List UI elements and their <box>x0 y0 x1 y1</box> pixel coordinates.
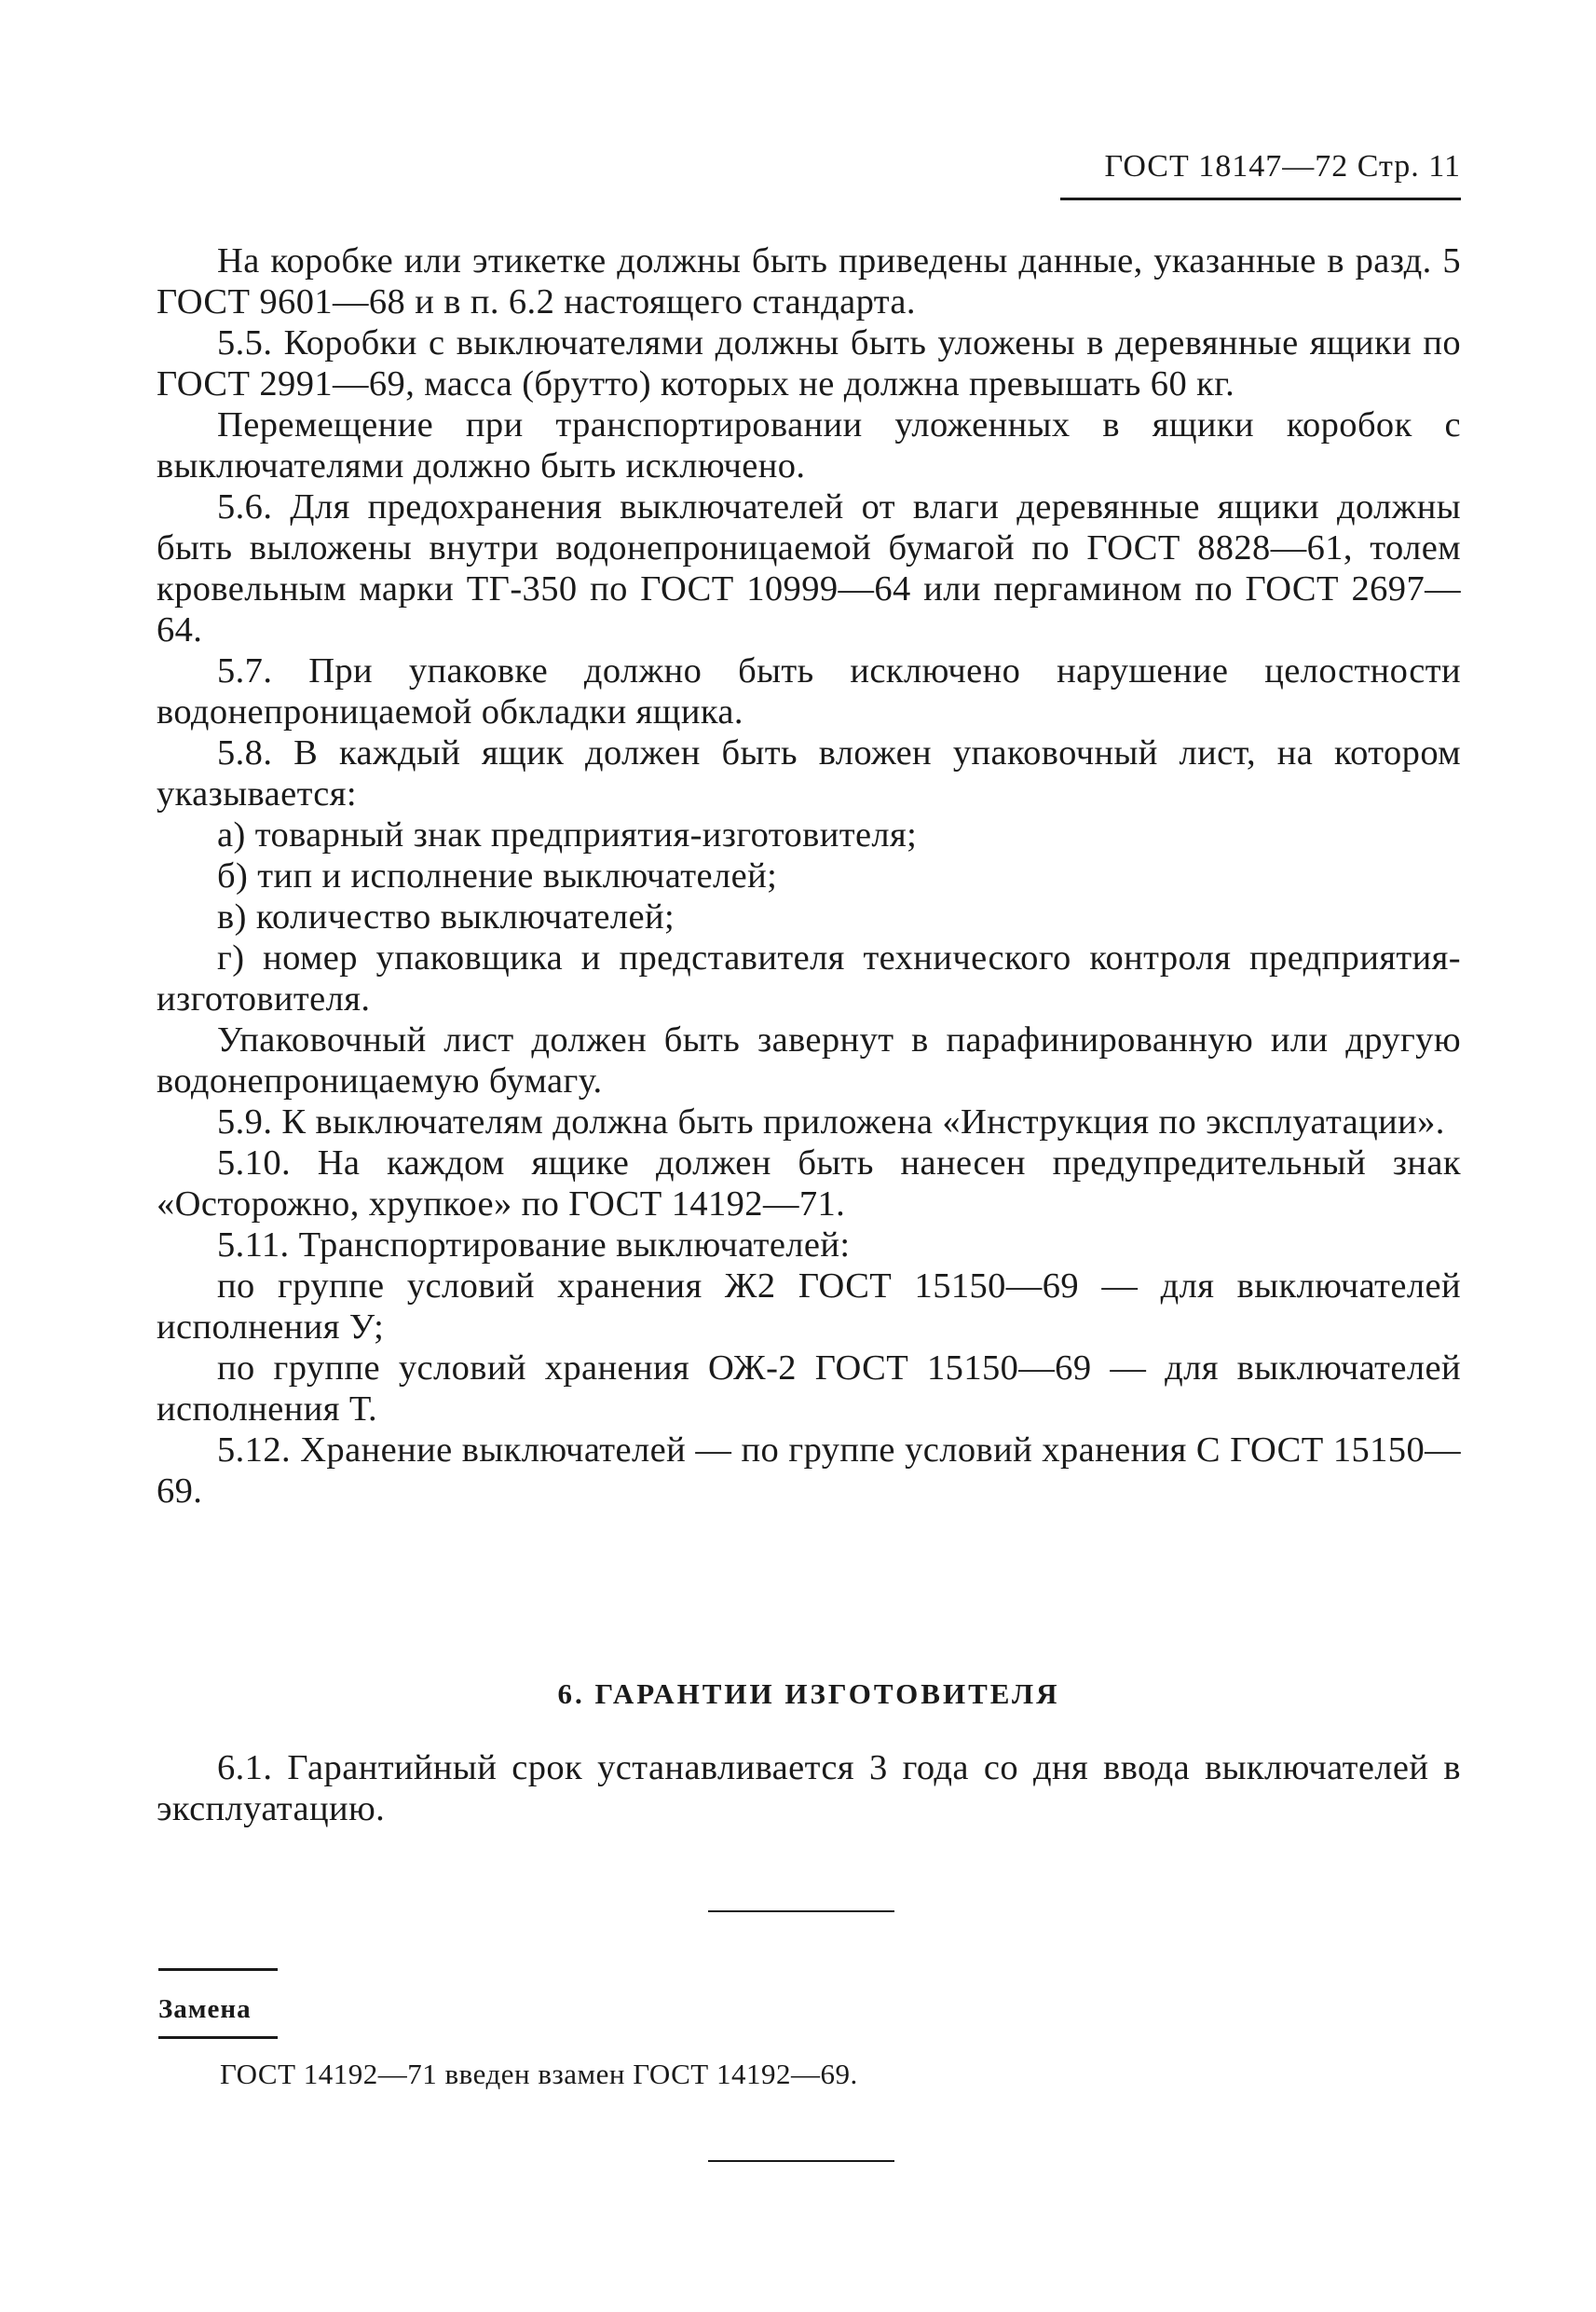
paragraph-5-6: 5.6. Для предохранения выключателей от влаги деревянные ящики должны быть выложены внутри водонепроницаемой бумагой по ГОСТ 8828—61, толем кровельным марки ТГ-350 по ГОСТ 10999—64 или пергамином по ГОСТ 2697—64. <box>157 487 1461 650</box>
paragraph-5-7: 5.7. При упаковке должно быть исключено нарушение целостности водонепроницаемой обкладки ящика. <box>157 651 1461 732</box>
header-rule <box>1060 198 1461 200</box>
paragraph-5-8: 5.8. В каждый ящик должен быть вложен упаковочный лист, на котором указывается: <box>157 733 1461 814</box>
section-6-heading: 6. ГАРАНТИИ ИЗГОТОВИТЕЛЯ <box>557 1677 1060 1710</box>
paragraph-transport-group-zh2: по группе условий хранения Ж2 ГОСТ 15150—69 — для выключателей исполнения У; <box>157 1266 1461 1347</box>
paragraph-5-5: 5.5. Коробки с выключателями должны быть уложены в деревянные ящики по ГОСТ 2991—69, масса (брутто) которых не должна превышать 60 кг. <box>157 323 1461 404</box>
paragraph-5-11: 5.11. Транспортирование выключателей: <box>217 1225 851 1265</box>
divider-bottom <box>708 2160 894 2162</box>
note-rule-bottom <box>158 2036 278 2039</box>
list-item-b: б) тип и исполнение выключателей; <box>217 856 778 896</box>
paragraph-5-10: 5.10. На каждом ящике должен быть нанесен предупредительный знак «Осторожно, хрупкое» по ГОСТ 14192—71. <box>157 1143 1461 1224</box>
section-5-body <box>157 240 1461 1512</box>
paragraph-transport-group-ozh2: по группе условий хранения ОЖ-2 ГОСТ 15150—69 — для выключателей исполнения Т. <box>157 1348 1461 1429</box>
paragraph-box-label: На коробке или этикетке должны быть приведены данные, указанные в разд. 5 ГОСТ 9601—68 и в п. 6.2 настоящего стандарта. <box>157 241 1461 321</box>
paragraph-transport-movement: Перемещение при транспортировании уложенных в ящики коробок с выключателями должно быть исключено. <box>157 405 1461 486</box>
note-rule-top <box>158 1968 278 1971</box>
paragraph-5-9: 5.9. К выключателям должна быть приложена «Инструкция по эксплуатации». <box>217 1102 1445 1142</box>
note-title: Замена <box>158 1994 252 2024</box>
list-item-g: г) номер упаковщика и представителя технического контроля предприятия-изготовителя. <box>157 938 1461 1019</box>
divider-top <box>708 1910 894 1912</box>
list-item-v: в) количество выключателей; <box>217 897 675 937</box>
paragraph-5-12: 5.12. Хранение выключателей — по группе условий хранения С ГОСТ 15150—69. <box>157 1430 1461 1511</box>
paragraph-6-1: 6.1. Гарантийный срок устанавливается 3 года со дня ввода выключателей в эксплуатацию. <box>157 1748 1461 1828</box>
running-header: ГОСТ 18147—72 Стр. 11 <box>1104 149 1461 184</box>
note-text: ГОСТ 14192—71 введен взамен ГОСТ 14192—69. <box>220 2058 858 2090</box>
paragraph-packing-sheet: Упаковочный лист должен быть завернут в парафинированную или другую водонепроницаемую бумагу. <box>157 1020 1461 1101</box>
section-6-body <box>157 1747 1461 1829</box>
list-item-a: а) товарный знак предприятия-изготовителя; <box>217 815 918 855</box>
